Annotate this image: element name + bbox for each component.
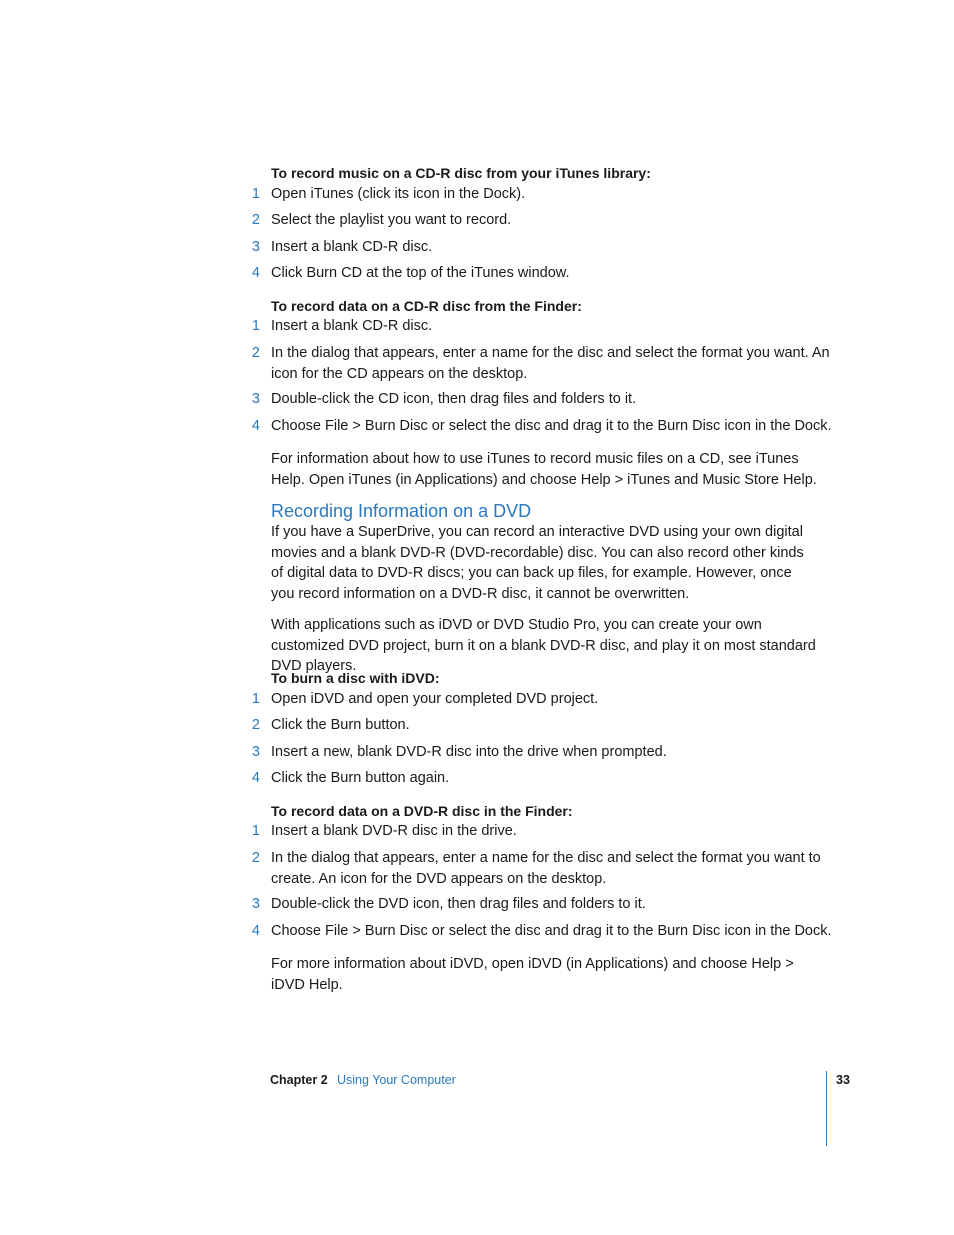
procedure-heading: To record music on a CD-R disc from your iTunes library: [271,165,651,181]
step-text: Click Burn CD at the top of the iTunes window. [271,265,570,281]
step-text: Insert a blank CD-R disc. [271,318,433,334]
page-number: 33 [836,1073,850,1087]
step-text: Choose File > Burn Disc or select the disc and drag it to the Burn Disc icon in the Dock. [271,923,832,939]
footer-chapter-label: Chapter 2 [270,1073,328,1087]
step-text: In the dialog that appears, enter a name for the disc and select the format you want to create. An icon for the DVD appears on the desktop. [271,850,821,887]
step-number: 3 [251,744,260,760]
step-number: 2 [251,212,260,228]
step-number: 3 [251,239,260,255]
step-number: 3 [251,391,260,407]
footer-divider [826,1071,827,1146]
step-number: 1 [251,186,260,202]
note-paragraph: For more information about iDVD, open iDVD (in Applications) and choose Help > iDVD Help. [271,956,794,993]
step-number: 4 [251,770,260,786]
step-number: 2 [251,717,260,733]
body-paragraph: With applications such as iDVD or DVD Studio Pro, you can create your own customized DVD project, burn it on a blank DVD-R disc, and play it on most standard DVD players. [271,617,816,674]
section-title: Recording Information on a DVD [271,501,532,521]
step-text: In the dialog that appears, enter a name for the disc and select the format you want. An icon for the CD appears on the desktop. [271,345,830,382]
procedure-heading: To record data on a DVD-R disc in the Finder: [271,803,573,819]
step-text: Insert a blank DVD-R disc in the drive. [271,823,517,839]
step-text: Click the Burn button again. [271,770,450,786]
step-number: 4 [251,418,260,434]
step-text: Click the Burn button. [271,717,410,733]
footer-chapter-title: Using Your Computer [337,1073,456,1087]
step-number: 1 [251,823,260,839]
step-text: Select the playlist you want to record. [271,212,512,228]
step-text: Insert a new, blank DVD-R disc into the drive when prompted. [271,744,667,760]
procedure-heading: To burn a disc with iDVD: [271,670,440,686]
step-number: 4 [251,923,260,939]
step-number: 1 [251,318,260,334]
step-number: 1 [251,691,260,707]
step-text: Double-click the DVD icon, then drag files and folders to it. [271,896,646,912]
note-paragraph: For information about how to use iTunes to record music files on a CD, see iTunes Help. Open iTunes (in Applications) and choose Help > iTunes and Music Store Help. [271,451,817,488]
step-number: 2 [251,345,260,361]
step-number: 4 [251,265,260,281]
step-number: 3 [251,896,260,912]
procedure-heading: To record data on a CD-R disc from the Finder: [271,298,582,314]
step-number: 2 [251,850,260,866]
step-text: Choose File > Burn Disc or select the disc and drag it to the Burn Disc icon in the Dock. [271,418,832,434]
step-text: Open iTunes (click its icon in the Dock). [271,186,526,202]
step-text: Insert a blank CD-R disc. [271,239,433,255]
step-text: Open iDVD and open your completed DVD project. [271,691,599,707]
body-paragraph: If you have a SuperDrive, you can record an interactive DVD using your own digital movies and a blank DVD-R (DVD-recordable) disc. You can also record other kinds of digital data to DVD-R discs; you can back up files, for example. However, once you record information on a DVD-R disc, it cannot be overwritten. [271,524,804,602]
step-text: Double-click the CD icon, then drag files and folders to it. [271,391,637,407]
